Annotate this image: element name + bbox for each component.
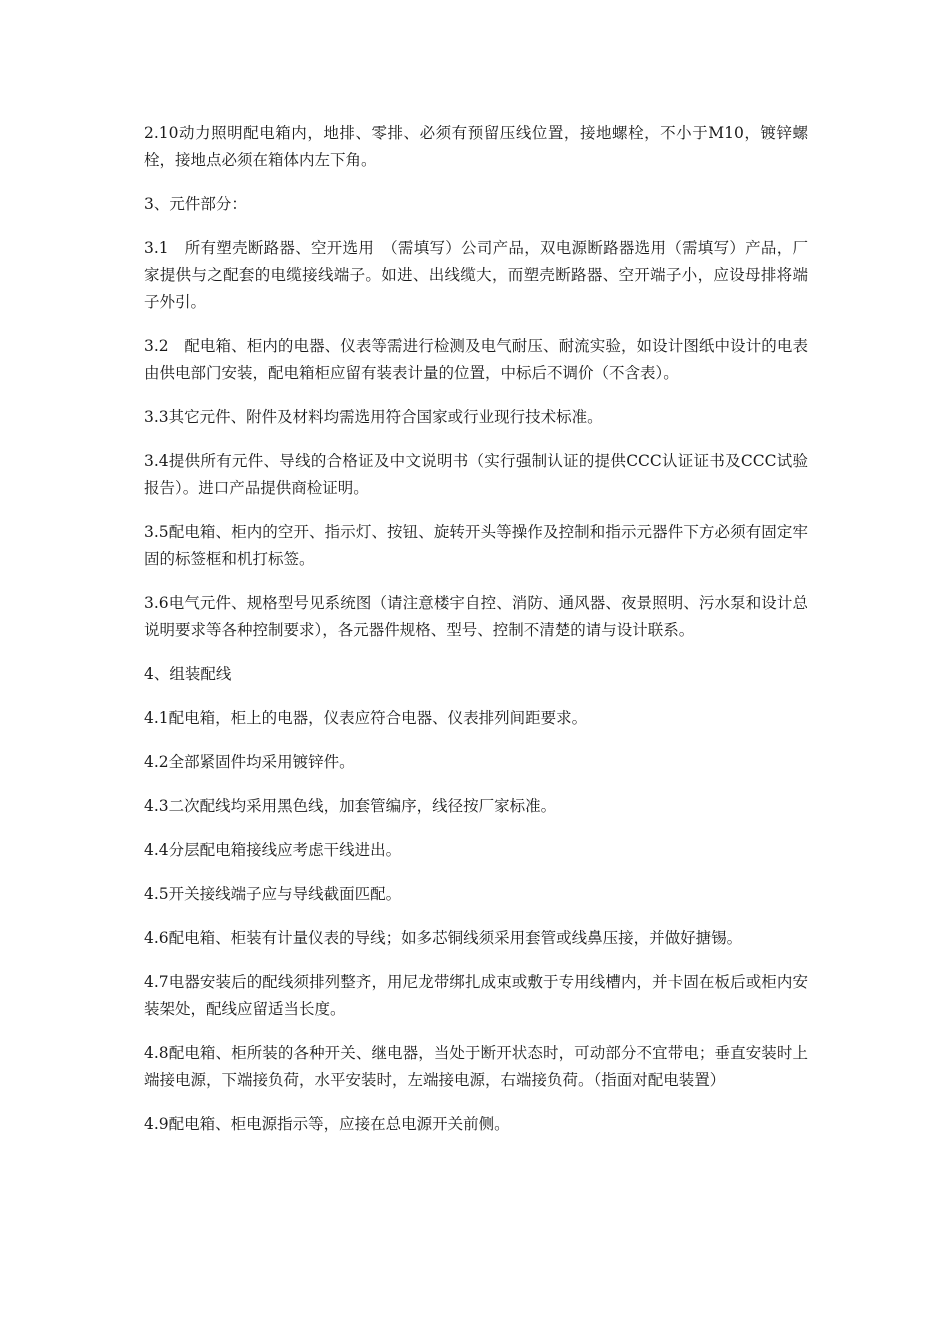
paragraph-4-3: 4.3二次配线均采用黑色线，加套管编序，线径按厂家标准。 xyxy=(144,797,557,815)
section-heading-4: 4、组装配线 xyxy=(144,665,232,683)
paragraph-4-5: 4.5开关接线端子应与导线截面匹配。 xyxy=(144,885,402,903)
paragraph-4-4: 4.4分层配电箱接线应考虑干线进出。 xyxy=(144,841,402,859)
paragraph-4-1: 4.1配电箱，柜上的电器，仪表应符合电器、仪表排列间距要求。 xyxy=(144,709,588,727)
paragraph-2-10: 2.10动力照明配电箱内，地排、零排、必须有预留压线位置，接地螺栓，不小于M10，镀锌螺栓，接地点必须在箱体内左下角。 xyxy=(144,124,808,169)
paragraph-4-9: 4.9配电箱、柜电源指示等，应接在总电源开关前侧。 xyxy=(144,1115,510,1133)
document-body xyxy=(144,120,808,1155)
paragraph-4-6: 4.6配电箱、柜装有计量仪表的导线；如多芯铜线须采用套管或线鼻压接，并做好搪锡。 xyxy=(144,929,743,947)
paragraph-4-8: 4.8配电箱、柜所装的各种开关、继电器，当处于断开状态时，可动部分不宜带电；垂直安装时上端接电源，下端接负荷，水平安装时，左端接电源，右端接负荷。（指面对配电装置） xyxy=(144,1044,808,1089)
paragraph-3-2: 3.2 配电箱、柜内的电器、仪表等需进行检测及电气耐压、耐流实验，如设计图纸中设计的电表由供电部门安装，配电箱柜应留有装表计量的位置，中标后不调价（不含表）。 xyxy=(144,337,808,382)
paragraph-4-7: 4.7电器安装后的配线须排列整齐，用尼龙带绑扎成束或敷于专用线槽内，并卡固在板后或柜内安装架处，配线应留适当长度。 xyxy=(144,973,808,1018)
paragraph-3-5: 3.5配电箱、柜内的空开、指示灯、按钮、旋转开头等操作及控制和指示元器件下方必须有固定牢固的标签框和机打标签。 xyxy=(144,523,808,568)
paragraph-3-3: 3.3其它元件、附件及材料均需选用符合国家或行业现行技术标准。 xyxy=(144,408,603,426)
paragraph-3-1: 3.1 所有塑壳断路器、空开选用 （需填写）公司产品，双电源断路器选用（需填写）产品，厂家提供与之配套的电缆接线端子。如进、出线缆大，而塑壳断路器、空开端子小，应设母排将端子外引。 xyxy=(144,239,808,311)
paragraph-3-6: 3.6电气元件、规格型号见系统图（请注意楼宇自控、消防、通风器、夜景照明、污水泵和设计总说明要求等各种控制要求），各元器件规格、型号、控制不清楚的请与设计联系。 xyxy=(144,594,808,639)
section-heading-3: 3、元件部分： xyxy=(144,195,247,213)
paragraph-3-4: 3.4提供所有元件、导线的合格证及中文说明书（实行强制认证的提供CCC认证证书及CCC试验报告）。进口产品提供商检证明。 xyxy=(144,452,808,497)
paragraph-4-2: 4.2全部紧固件均采用镀锌件。 xyxy=(144,753,355,771)
